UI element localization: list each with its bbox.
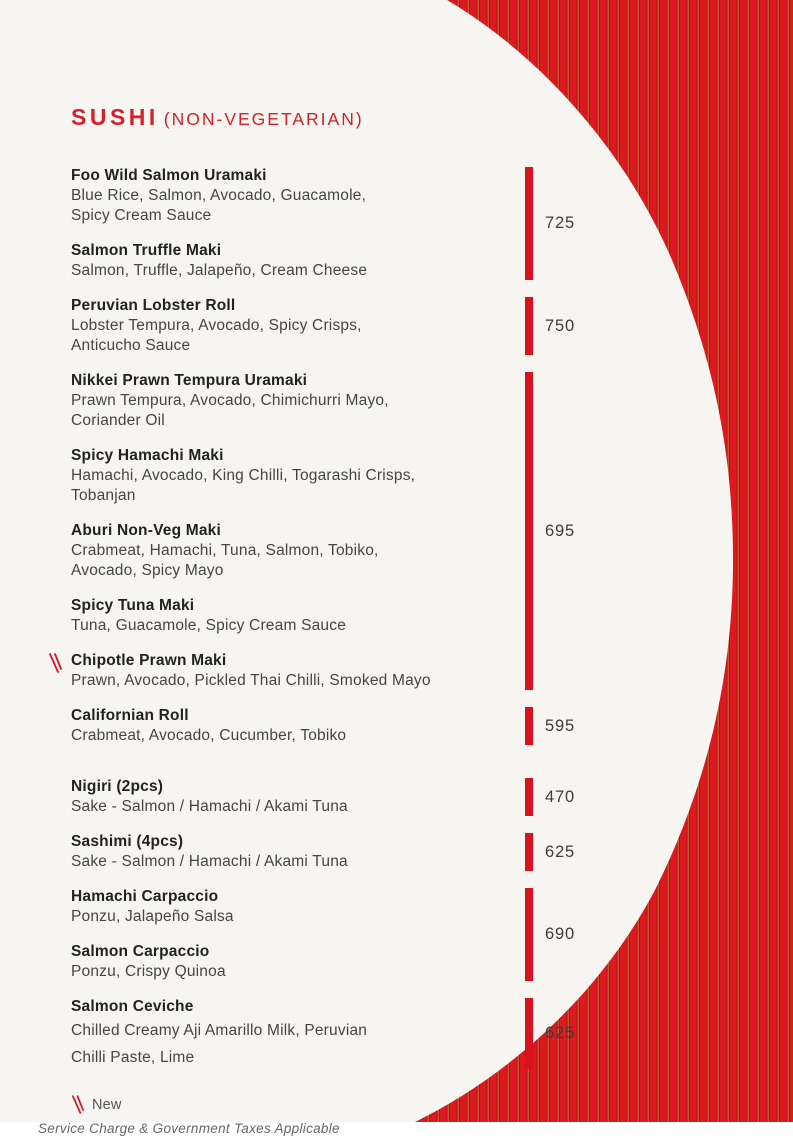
menu-item [71,371,525,431]
menu-item [71,651,525,691]
page-title [71,104,691,131]
group-items [71,887,525,982]
menu-item-name: Chipotle Prawn Maki [71,652,227,669]
price-bar [525,778,533,816]
menu-item-desc-line: Ponzu, Jalapeño Salsa [71,908,234,925]
menu-item-desc-line: Chilli Paste, Lime [71,1048,195,1066]
menu-item [71,887,525,927]
price-bar [525,833,533,871]
menu-item-name: Foo Wild Salmon Uramaki [71,167,267,184]
page-title-sub: (NON-VEGETARIAN) [163,109,364,129]
menu-item-name: Salmon Ceviche [71,998,194,1015]
menu-item-desc-line: Avocado, Spicy Mayo [71,562,224,579]
menu-item-desc-line: Blue Rice, Salmon, Avocado, Guacamole, [71,187,367,204]
menu-item-desc-line: Prawn Tempura, Avocado, Chimichurri Mayo, [71,392,389,409]
price-value: 725 [545,214,575,232]
menu-item [71,241,525,281]
menu-item-name: Salmon Carpaccio [71,943,210,960]
chopsticks-icon [71,1095,84,1114]
menu-item-desc-line: Tobanjan [71,487,136,504]
group-price-col [525,832,595,872]
price-bar [525,998,533,1069]
group-price-col [525,887,595,982]
menu-item [71,166,525,226]
group-items [71,166,525,281]
menu-price-group [71,166,691,281]
menu-item-name: Aburi Non-Veg Maki [71,522,222,539]
group-price-col [525,777,595,817]
group-items [71,296,525,356]
menu-item-name: Hamachi Carpaccio [71,888,219,905]
menu-price-group [71,706,691,746]
menu-item-desc-line: Anticucho Sauce [71,337,191,354]
menu-price-group [71,777,691,817]
price-value: 690 [545,925,575,943]
price-bar [525,297,533,355]
menu-item-desc-line: Chilled Creamy Aji Amarillo Milk, Peruvian [71,1022,368,1039]
menu-item-name: Sashimi (4pcs) [71,833,184,850]
legend-new [71,1095,691,1114]
legend-label: New [92,1096,122,1113]
menu-item [71,521,525,581]
menu-item [71,942,525,982]
menu-content [38,0,691,1136]
group-items [71,706,525,746]
menu-item-desc-line: Coriander Oil [71,412,165,429]
menu-item-name: Nikkei Prawn Tempura Uramaki [71,372,308,389]
group-price-col [525,371,595,691]
group-items [71,997,525,1070]
menu-item-desc-line: Sake - Salmon / Hamachi / Akami Tuna [71,798,348,815]
menu-item-desc-line: Crabmeat, Hamachi, Tuna, Salmon, Tobiko, [71,542,379,559]
menu-item-desc-line: Spicy Cream Sauce [71,207,212,224]
price-value: 625 [545,842,575,861]
menu-price-group [71,832,691,872]
menu-item [71,997,525,1070]
menu-item-name: Nigiri (2pcs) [71,778,164,795]
menu-item [71,832,525,872]
tax-note: Service Charge & Government Taxes Applicable [38,1121,340,1136]
menu-item [71,777,525,817]
price-bar [525,167,533,280]
menu-item-name: Californian Roll [71,707,189,724]
menu-item-desc-line: Sake - Salmon / Hamachi / Akami Tuna [71,853,348,870]
group-items [71,371,525,691]
page-title-main: SUSHI [71,104,159,130]
menu-item [71,446,525,506]
menu-item-desc-line: Hamachi, Avocado, King Chilli, Togarashi Crisps, [71,467,416,484]
chopsticks-icon [48,653,62,673]
menu-item-desc-line: Ponzu, Crispy Quinoa [71,963,226,980]
menu-item-desc-line: Prawn, Avocado, Pickled Thai Chilli, Smoked Mayo [71,672,431,689]
group-items [71,777,525,817]
menu-item [71,596,525,636]
menu-item-name: Spicy Hamachi Maki [71,447,224,464]
menu-price-group [71,997,691,1070]
group-price-col [525,706,595,746]
menu-groups [71,166,691,1070]
group-price-col [525,997,595,1070]
group-price-col [525,166,595,281]
price-bar [525,372,533,690]
menu-price-group [71,296,691,356]
menu-item-name: Spicy Tuna Maki [71,597,195,614]
price-value: 625 [545,1024,575,1042]
menu-item [71,706,525,746]
price-value: 595 [545,716,575,735]
menu-item-desc-line: Salmon, Truffle, Jalapeño, Cream Cheese [71,262,368,279]
menu-item-desc-line: Lobster Tempura, Avocado, Spicy Crisps, [71,317,362,334]
menu-item-desc-line: Tuna, Guacamole, Spicy Cream Sauce [71,617,347,634]
menu-item-name: Salmon Truffle Maki [71,242,222,259]
group-items [71,832,525,872]
menu-price-group [71,887,691,982]
menu-item-desc-line: Crabmeat, Avocado, Cucumber, Tobiko [71,727,347,744]
price-bar [525,888,533,981]
group-price-col [525,296,595,356]
menu-item [71,296,525,356]
price-value: 470 [545,787,575,806]
menu-item-name: Peruvian Lobster Roll [71,297,236,314]
menu-price-group [71,371,691,691]
price-bar [525,707,533,745]
price-value: 695 [545,521,575,540]
price-value: 750 [545,316,575,335]
